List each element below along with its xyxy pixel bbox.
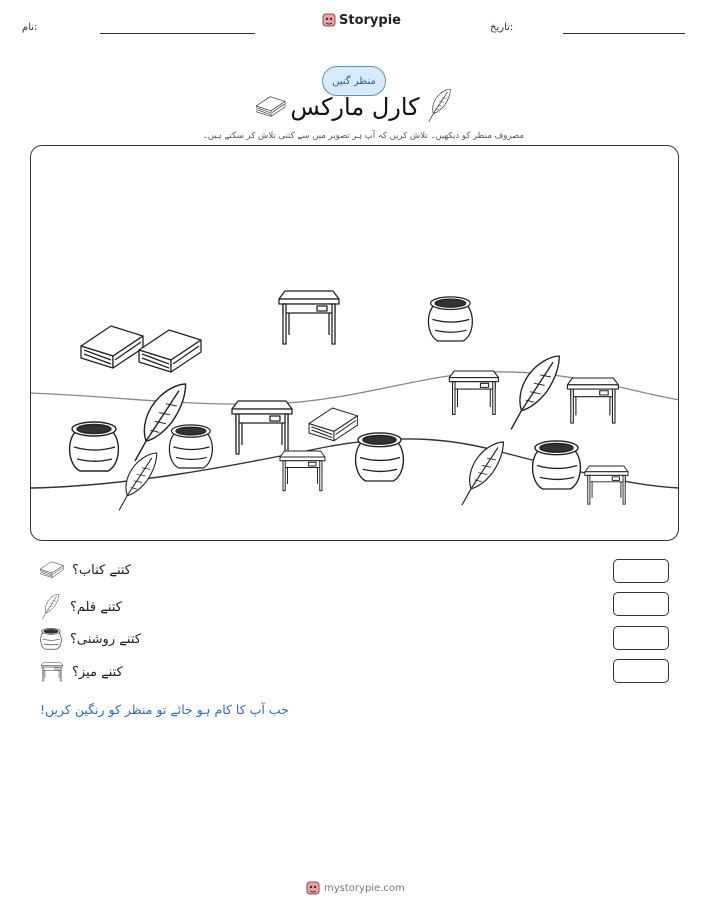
answer-books-input[interactable] [613, 559, 669, 583]
answer-desks-input[interactable] [613, 659, 669, 683]
storypie-logo-icon [322, 12, 336, 28]
inkpot-1 [428, 297, 472, 341]
question-books [40, 561, 131, 579]
date-label: تاریخ: [490, 22, 514, 33]
question-inkpots [40, 628, 141, 650]
desk-5 [567, 378, 618, 423]
question-text: کتنے قلم؟ [70, 599, 122, 615]
desk-icon [40, 661, 64, 683]
answer-quills-input[interactable] [613, 592, 669, 616]
question-text: کتنے روشنی؟ [70, 631, 141, 647]
desk-6 [585, 466, 628, 504]
site-url[interactable]: mystorypie.com [324, 882, 405, 894]
desk-2 [232, 401, 292, 454]
inkpot-4 [356, 433, 404, 481]
inkpot-icon [40, 628, 62, 650]
question-text: کتنے میز؟ [72, 664, 123, 680]
book-icon [256, 96, 286, 118]
brand [322, 12, 401, 28]
answer-inkpots-input[interactable] [613, 626, 669, 650]
book-2 [139, 330, 201, 372]
question-desks [40, 661, 123, 683]
brand-name: Storypie [339, 12, 401, 28]
desk-3 [280, 451, 325, 491]
scene-illustration [31, 146, 679, 541]
quill-icon [40, 594, 62, 620]
name-line[interactable] [100, 33, 255, 34]
storypie-logo-icon [306, 880, 320, 896]
desk-1 [279, 291, 339, 344]
quill-icon [428, 89, 452, 123]
inkpot-2 [70, 422, 119, 471]
site-footer [306, 880, 405, 896]
book-3 [309, 408, 357, 441]
desk-4 [449, 371, 498, 414]
book-1 [81, 326, 143, 368]
quill-4 [462, 442, 503, 505]
quill-3 [511, 356, 559, 430]
inkpot-5 [533, 441, 581, 489]
inkpot-3 [169, 425, 212, 468]
book-icon [40, 561, 64, 579]
coloring-instruction: جب آپ کا کام ہو جائے تو منظر کو رنگین کریں! [40, 702, 289, 717]
page-title: کارل مارکس [290, 93, 420, 121]
date-line[interactable] [563, 33, 685, 34]
category-badge: منظر گنیں [322, 66, 386, 96]
search-scene[interactable] [30, 145, 679, 541]
question-quills [40, 594, 122, 620]
name-label: نام: [22, 22, 38, 33]
instructions: مصروف منظر کو دیکھیں۔ تلاش کریں کہ آپ ہر تصویر میں سے کتنی تلاش کر سکتے ہیں۔ [202, 131, 524, 141]
question-text: کتنے کتاب؟ [72, 562, 131, 578]
